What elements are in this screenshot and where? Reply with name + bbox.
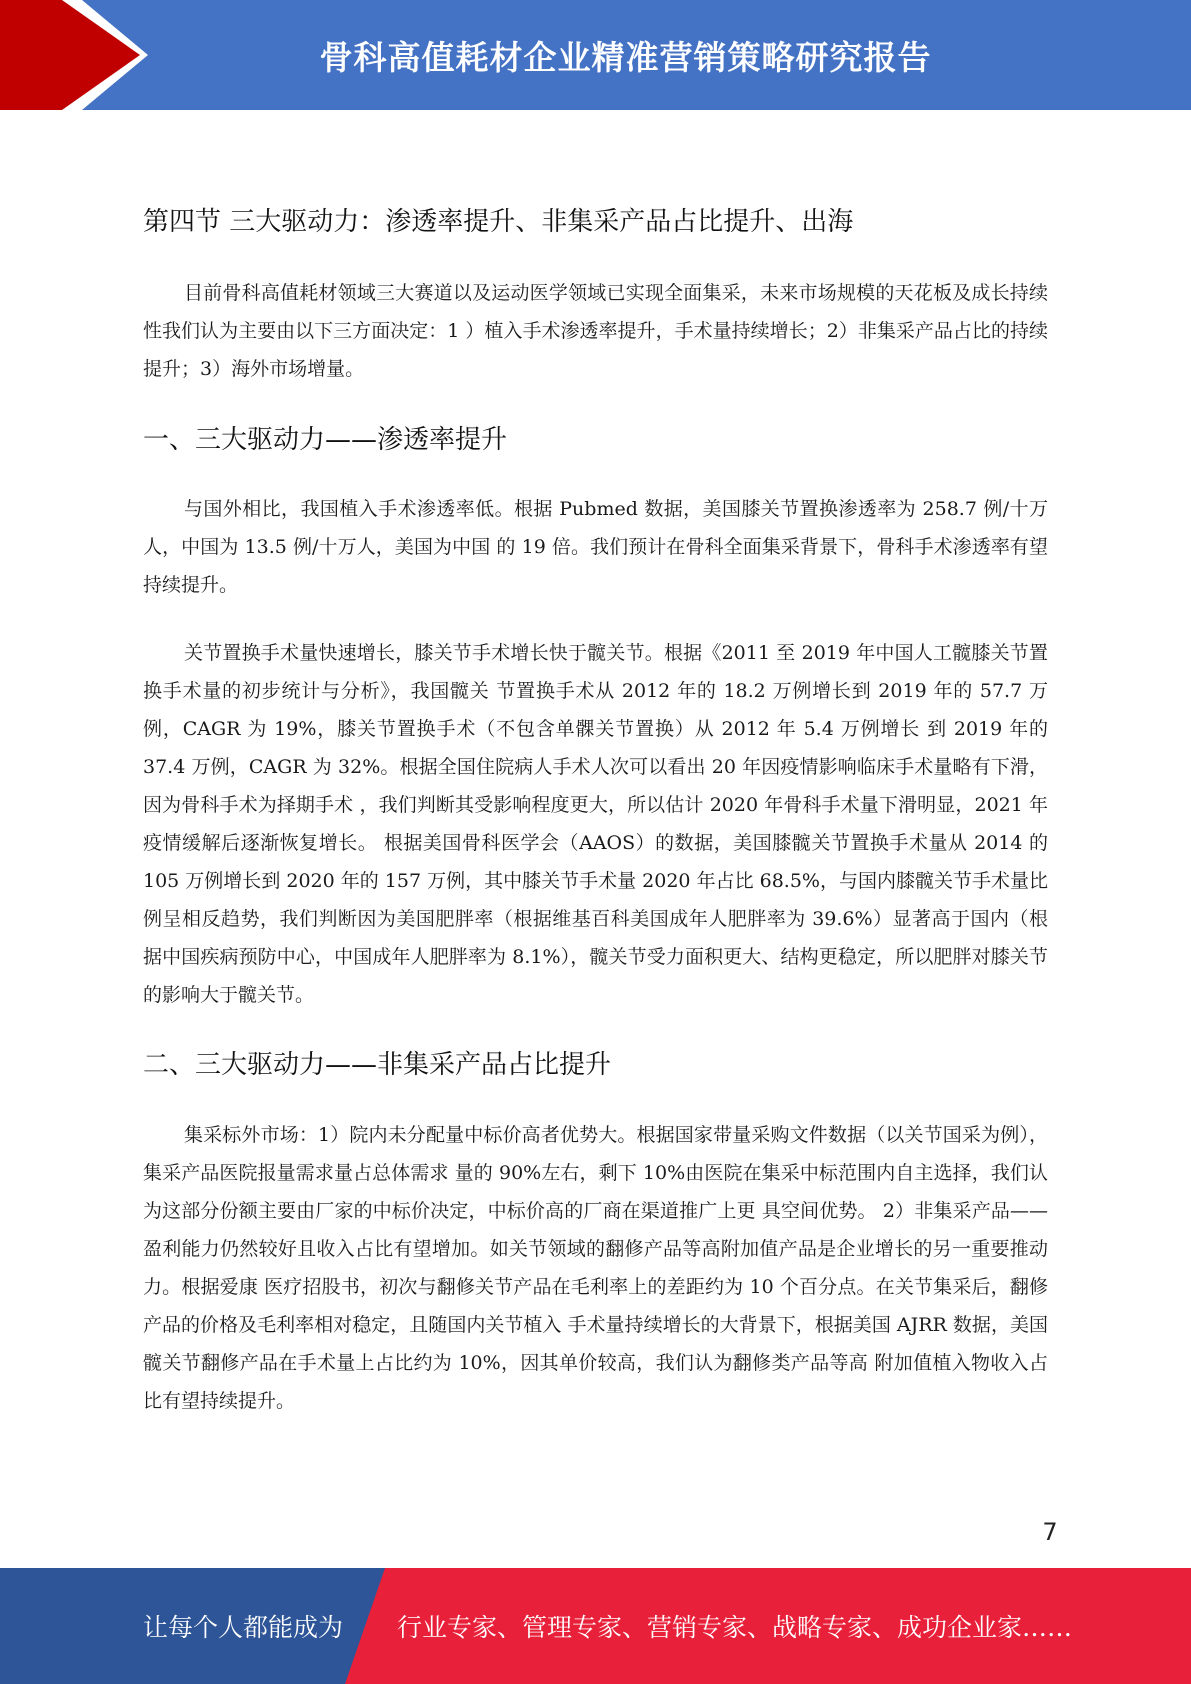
- subsection-2-paragraph-1: 集采标外市场：1）院内未分配量中标价高者优势大。根据国家带量采购文件数据（以关节国采为例），集采产品医院报量需求量占总体需求 量的 90%左右，剩下 10%由医院在集采中标范围内自主选择，我们认为这部分份额主要由厂家的中标价决定，中标价高的厂商在渠道推广上更 具空间优势。 2）非集采产品——盈利能力仍然较好且收入占比有望增加。如关节领域的翻修产品等高附加值产品是企业增长的另一重要推动力。根据爱康 医疗招股书，初次与翻修关节产品在毛利率上的差距约为 10 个百分点。在关节集采后，翻修产品的价格及毛利率相对稳定，且随国内关节植入 手术量持续增长的大背景下，根据美国 AJRR 数据，美国髋关节翻修产品在手术量上占比约为 10%，因其单价较高，我们认为翻修类产品等高 附加值植入物收入占比有望持续提升。: [143, 1124, 1048, 1412]
- header-banner: [0, 0, 1191, 110]
- subsection-1-paragraph-2: 关节置换手术量快速增长，膝关节手术增长快于髋关节。根据《2011 至 2019 年中国人工髋膝关节置换手术量的初步统计与分析》，我国髋关 节置换手术从 2012 年的 18.2 万例增长到 2019 年的 57.7 万例，CAGR 为 19%，膝关节置换手术（不包含单髁关节置换）从 2012 年 5.4 万例增长 到 2019 年的 37.4 万例，CAGR 为 32%。根据全国住院病人手术人次可以看出 20 年因疫情影响临床手术量略有下滑，因为骨科手术为择期手术 ，我们判断其受影响程度更大，所以估计 2020 年骨科手术量下滑明显，2021 年疫情缓解后逐渐恢复增长。 根据美国骨科医学会（AAOS）的数据，美国膝髋关节置换手术量从 2014 的 105 万例增长到 2020 年的 157 万例，其中膝关节手术量 2020 年占比 68.5%，与国内膝髋关节手术量比例呈相反趋势，我们判断因为美国肥胖率（根据维基百科美国成年人肥胖率为 39.6%）显著高于国内（根 据中国疾病预防中心，中国成年人肥胖率为 8.1%），髋关节受力面积更大、结构更稳定，所以肥胖对膝关节的影响大于髋关节。: [143, 642, 1048, 1006]
- page-number: 7: [1042, 1518, 1058, 1546]
- footer-slogan-right: 行业专家、管理专家、营销专家、战略专家、成功企业家……: [397, 1613, 1073, 1642]
- subsection-1-paragraph-1: 与国外相比，我国植入手术渗透率低。根据 Pubmed 数据，美国膝关节置换渗透率为 258.7 例/十万人，中国为 13.5 例/十万人，美国为中国 的 19 倍。我们预计在骨科全面集采背景下，骨科手术渗透率有望持续提升。: [143, 498, 1048, 596]
- subsection-1-title: 一、三大驱动力——渗透率提升: [143, 425, 508, 455]
- section-intro-paragraph: 目前骨科高值耗材领域三大赛道以及运动医学领域已实现全面集采，未来市场规模的天花板及成长持续性我们认为主要由以下三方面决定：1 ）植入手术渗透率提升，手术量持续增长；2）非集采产品占比的持续提升；3）海外市场增量。: [143, 282, 1048, 380]
- section-title: 第四节 三大驱动力：渗透率提升、非集采产品占比提升、出海: [143, 207, 854, 237]
- subsection-2-title: 二、三大驱动力——非集采产品占比提升: [143, 1050, 612, 1080]
- report-title: 骨科高值耗材企业精准营销策略研究报告: [319, 37, 932, 77]
- footer-slogan-left: 让每个人都能成为: [143, 1613, 344, 1642]
- footer-banner: [0, 1568, 1191, 1684]
- header-arrow-decoration: [0, 0, 160, 110]
